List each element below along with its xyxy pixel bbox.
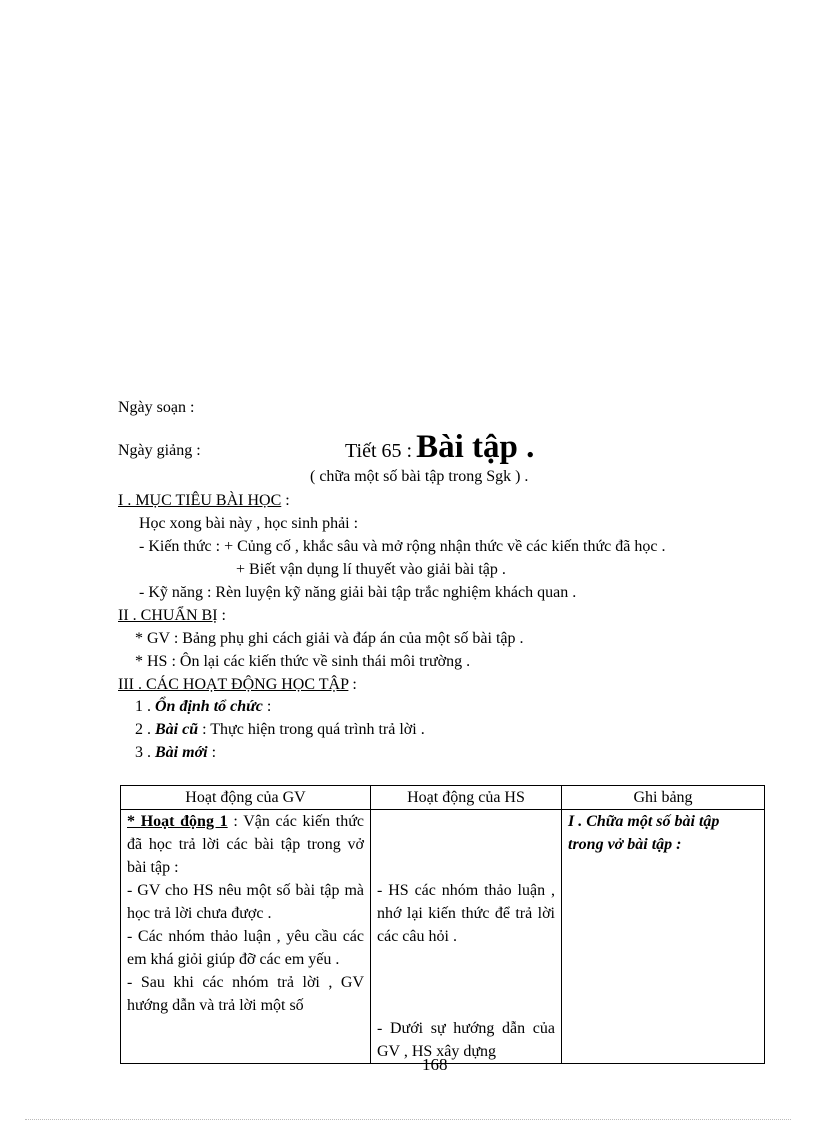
- header-gv: Hoạt động của GV: [121, 786, 371, 810]
- step-num: 2 .: [135, 721, 155, 738]
- lesson-subtitle: ( chữa một số bài tập trong Sgk ) .: [310, 468, 529, 485]
- step-label: Ổn định tổ chức: [155, 698, 263, 715]
- section-1-intro: Học xong bài này , học sinh phải :: [139, 515, 359, 532]
- section-2-heading-text: II . CHUẨN BỊ: [118, 607, 218, 624]
- lesson-title-text: Bài tập .: [416, 429, 535, 465]
- activity-text: : Vận các kiến thức đã học trả lời các bài tập trong vở bài tập :: [127, 813, 364, 876]
- chuan-bi-hs: * HS : Ôn lại các kiến thức về sinh thái môi trường .: [135, 653, 471, 670]
- section-3-heading: [118, 675, 357, 695]
- step-2: [135, 720, 425, 740]
- section-2-heading: [118, 606, 226, 626]
- step-text: : Thực hiện trong quá trình trả lời .: [198, 721, 425, 738]
- hs-item: - Dưới sự hướng dẫn của GV , HS xây dựng: [377, 1020, 555, 1060]
- step-text: :: [207, 744, 217, 761]
- page-border: [25, 1119, 791, 1120]
- gv-item: - Sau khi các nhóm trả lời , GV hướng dẫn và trả lời một số: [127, 974, 364, 1014]
- step-3: [135, 743, 216, 763]
- step-label: Bài cũ: [155, 721, 199, 738]
- page-number: 168: [422, 1055, 448, 1074]
- lesson-title: [345, 430, 534, 470]
- gv-cell: [121, 810, 371, 1064]
- colon: :: [217, 607, 226, 624]
- colon: :: [281, 492, 290, 509]
- gv-activity: [127, 810, 364, 879]
- header-ghi-bang: Ghi bảng: [562, 786, 765, 810]
- ghi-bang-cell: I . Chữa một số bài tập trong vở bài tập :: [562, 810, 765, 1064]
- table-row: [121, 810, 765, 1064]
- ky-nang: - Kỹ năng : Rèn luyện kỹ năng giải bài tập trắc nghiệm khách quan .: [139, 584, 577, 601]
- section-1-heading: [118, 491, 290, 511]
- section-1-heading-text: I . MỤC TIÊU BÀI HỌC: [118, 492, 282, 509]
- kien-thuc-2: + Biết vận dụng lí thuyết vào giải bài tập .: [236, 561, 506, 578]
- lesson-number: Tiết 65 :: [345, 440, 413, 462]
- step-1: [135, 697, 271, 717]
- gv-item: - Các nhóm thảo luận , yêu cầu các em khá giỏi giúp đỡ các em yếu .: [127, 928, 364, 968]
- ngay-soan-label: Ngày soạn :: [118, 399, 195, 416]
- ngay-giang-label: Ngày giảng :: [118, 442, 201, 459]
- activity-label: * Hoạt động 1: [127, 813, 228, 830]
- table-header-row: [121, 786, 765, 810]
- hs-item: - HS các nhóm thảo luận , nhớ lại kiến thức để trả lời các câu hỏi .: [377, 882, 555, 945]
- colon: :: [348, 676, 357, 693]
- gv-item: - GV cho HS nêu một số bài tập mà học trả lời chưa được .: [127, 882, 364, 922]
- hs-cell: [371, 810, 562, 1064]
- step-label: Bài mới: [155, 744, 208, 761]
- chuan-bi-gv: * GV : Bảng phụ ghi cách giải và đáp án của một số bài tập .: [135, 630, 524, 647]
- section-3-heading-text: III . CÁC HOẠT ĐỘNG HỌC TẬP: [118, 676, 349, 693]
- step-num: 1 .: [135, 698, 155, 715]
- step-num: 3 .: [135, 744, 155, 761]
- kien-thuc-1: - Kiến thức : + Củng cố , khắc sâu và mở rộng nhận thức về các kiến thức đã học .: [139, 538, 666, 555]
- step-text: :: [262, 698, 272, 715]
- activities-table: [120, 785, 765, 1064]
- header-hs: Hoạt động của HS: [371, 786, 562, 810]
